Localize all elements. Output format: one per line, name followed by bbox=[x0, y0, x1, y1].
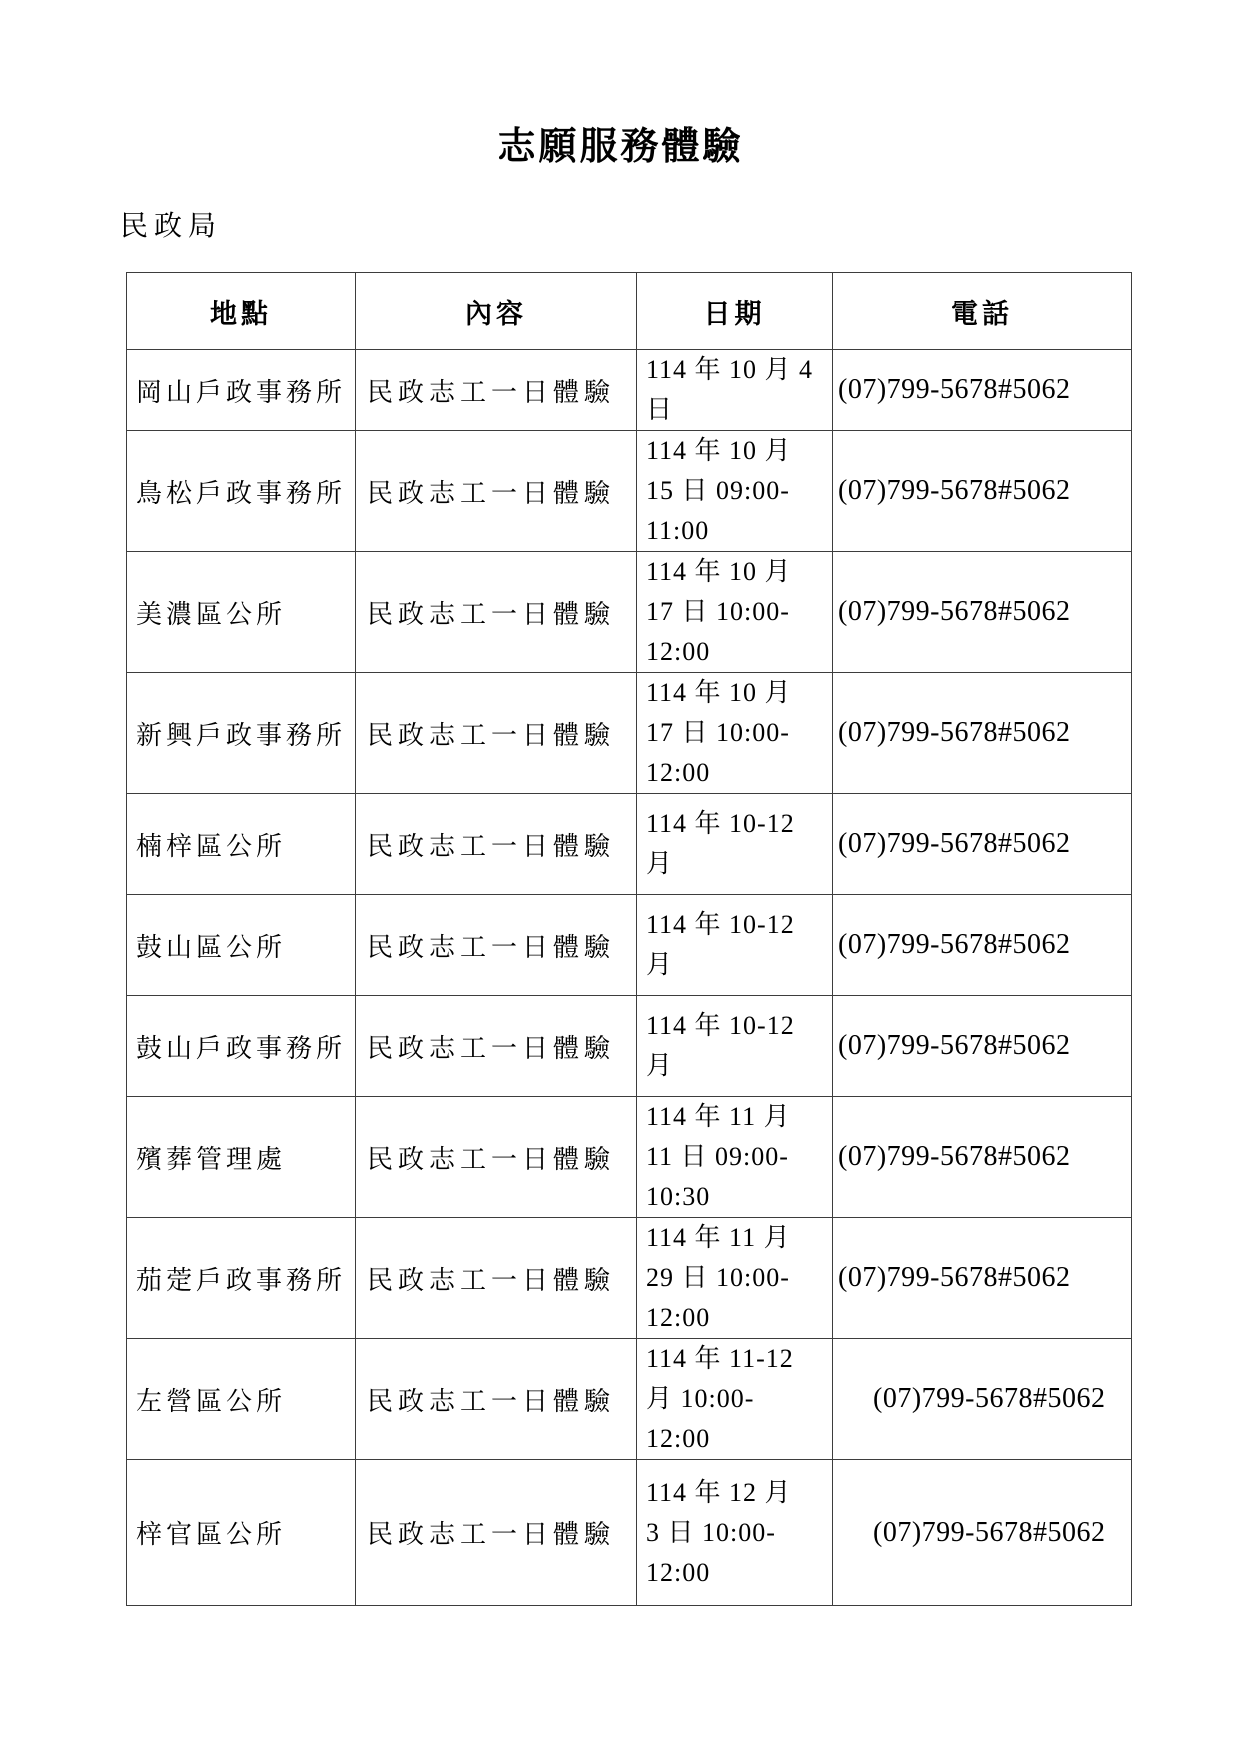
cell-location: 梓官區公所 bbox=[127, 1460, 356, 1606]
date-line: 29 日 10:00- bbox=[646, 1263, 790, 1292]
cell-content: 民政志工一日體驗 bbox=[356, 431, 637, 552]
cell-content: 民政志工一日體驗 bbox=[356, 794, 637, 895]
date-line: 12:00 bbox=[646, 637, 711, 666]
table-body bbox=[127, 350, 1132, 1606]
section-label: 民政局 bbox=[120, 211, 223, 242]
date-line: 日 bbox=[646, 395, 674, 424]
date-line: 11 日 09:00- bbox=[646, 1142, 789, 1171]
date-line: 114 年 10-12 bbox=[646, 910, 795, 939]
date-line: 114 年 10 月 bbox=[646, 436, 792, 465]
cell-date bbox=[637, 552, 833, 673]
cell-date bbox=[637, 350, 833, 431]
date-line: 10:30 bbox=[646, 1182, 711, 1211]
cell-content: 民政志工一日體驗 bbox=[356, 673, 637, 794]
cell-phone: (07)799-5678#5062 bbox=[833, 1097, 1132, 1218]
cell-phone: (07)799-5678#5062 bbox=[833, 1460, 1132, 1606]
cell-location: 新興戶政事務所 bbox=[127, 673, 356, 794]
cell-location: 茄萣戶政事務所 bbox=[127, 1218, 356, 1339]
date-line: 15 日 09:00- bbox=[646, 476, 790, 505]
cell-date bbox=[637, 431, 833, 552]
table-row bbox=[127, 1097, 1132, 1218]
table-row bbox=[127, 1460, 1132, 1606]
cell-content: 民政志工一日體驗 bbox=[356, 350, 637, 431]
cell-date bbox=[637, 673, 833, 794]
cell-date bbox=[637, 1339, 833, 1460]
cell-content: 民政志工一日體驗 bbox=[356, 552, 637, 673]
column-header-date: 日期 bbox=[637, 273, 833, 350]
table-row bbox=[127, 996, 1132, 1097]
date-line: 114 年 11 月 bbox=[646, 1102, 791, 1131]
date-line: 12:00 bbox=[646, 758, 711, 787]
table-row bbox=[127, 552, 1132, 673]
cell-phone: (07)799-5678#5062 bbox=[833, 552, 1132, 673]
cell-date bbox=[637, 1218, 833, 1339]
cell-location: 鼓山區公所 bbox=[127, 895, 356, 996]
cell-date bbox=[637, 1097, 833, 1218]
date-line: 114 年 11-12 bbox=[646, 1344, 794, 1373]
cell-date bbox=[637, 996, 833, 1097]
date-line: 12:00 bbox=[646, 1424, 711, 1453]
table-row bbox=[127, 794, 1132, 895]
date-line: 114 年 10 月 bbox=[646, 678, 792, 707]
date-line: 12:00 bbox=[646, 1303, 711, 1332]
table-row bbox=[127, 350, 1132, 431]
header-row bbox=[127, 273, 1132, 350]
date-line: 月 bbox=[646, 849, 674, 878]
date-line: 3 日 10:00- bbox=[646, 1517, 776, 1547]
date-line: 114 年 12 月 bbox=[646, 1477, 792, 1507]
table-row bbox=[127, 895, 1132, 996]
cell-phone: (07)799-5678#5062 bbox=[833, 673, 1132, 794]
cell-content: 民政志工一日體驗 bbox=[356, 996, 637, 1097]
date-line: 月 10:00- bbox=[646, 1384, 755, 1413]
cell-location: 美濃區公所 bbox=[127, 552, 356, 673]
table-header bbox=[127, 273, 1132, 350]
cell-location: 鳥松戶政事務所 bbox=[127, 431, 356, 552]
date-line: 12:00 bbox=[646, 1557, 711, 1587]
date-line: 17 日 10:00- bbox=[646, 597, 790, 626]
date-line: 11:00 bbox=[646, 516, 710, 545]
cell-date bbox=[637, 895, 833, 996]
column-header-content: 內容 bbox=[356, 273, 637, 350]
cell-phone: (07)799-5678#5062 bbox=[833, 1339, 1132, 1460]
cell-phone: (07)799-5678#5062 bbox=[833, 1218, 1132, 1339]
table-row bbox=[127, 1339, 1132, 1460]
date-line: 月 bbox=[646, 950, 674, 979]
cell-content: 民政志工一日體驗 bbox=[356, 1339, 637, 1460]
cell-location: 楠梓區公所 bbox=[127, 794, 356, 895]
cell-date bbox=[637, 1460, 833, 1606]
date-line: 17 日 10:00- bbox=[646, 718, 790, 747]
cell-content: 民政志工一日體驗 bbox=[356, 1097, 637, 1218]
table-row bbox=[127, 1218, 1132, 1339]
page-title: 志願服務體驗 bbox=[497, 126, 744, 168]
date-line: 114 年 10-12 bbox=[646, 809, 795, 838]
date-line: 114 年 10-12 bbox=[646, 1011, 795, 1040]
schedule-table bbox=[126, 272, 1132, 1606]
cell-phone: (07)799-5678#5062 bbox=[833, 431, 1132, 552]
date-line: 月 bbox=[646, 1051, 674, 1080]
cell-location: 鼓山戶政事務所 bbox=[127, 996, 356, 1097]
date-line: 114 年 11 月 bbox=[646, 1223, 791, 1252]
table-row bbox=[127, 431, 1132, 552]
table-row bbox=[127, 673, 1132, 794]
cell-content: 民政志工一日體驗 bbox=[356, 895, 637, 996]
column-header-location: 地點 bbox=[127, 273, 356, 350]
date-line: 114 年 10 月 4 bbox=[646, 355, 814, 384]
cell-location: 殯葬管理處 bbox=[127, 1097, 356, 1218]
cell-location: 左營區公所 bbox=[127, 1339, 356, 1460]
cell-content: 民政志工一日體驗 bbox=[356, 1218, 637, 1339]
date-line: 114 年 10 月 bbox=[646, 557, 792, 586]
cell-phone: (07)799-5678#5062 bbox=[833, 794, 1132, 895]
cell-date bbox=[637, 794, 833, 895]
cell-phone: (07)799-5678#5062 bbox=[833, 895, 1132, 996]
column-header-phone: 電話 bbox=[833, 273, 1132, 350]
cell-phone: (07)799-5678#5062 bbox=[833, 350, 1132, 431]
cell-content: 民政志工一日體驗 bbox=[356, 1460, 637, 1606]
cell-phone: (07)799-5678#5062 bbox=[833, 996, 1132, 1097]
cell-location: 岡山戶政事務所 bbox=[127, 350, 356, 431]
